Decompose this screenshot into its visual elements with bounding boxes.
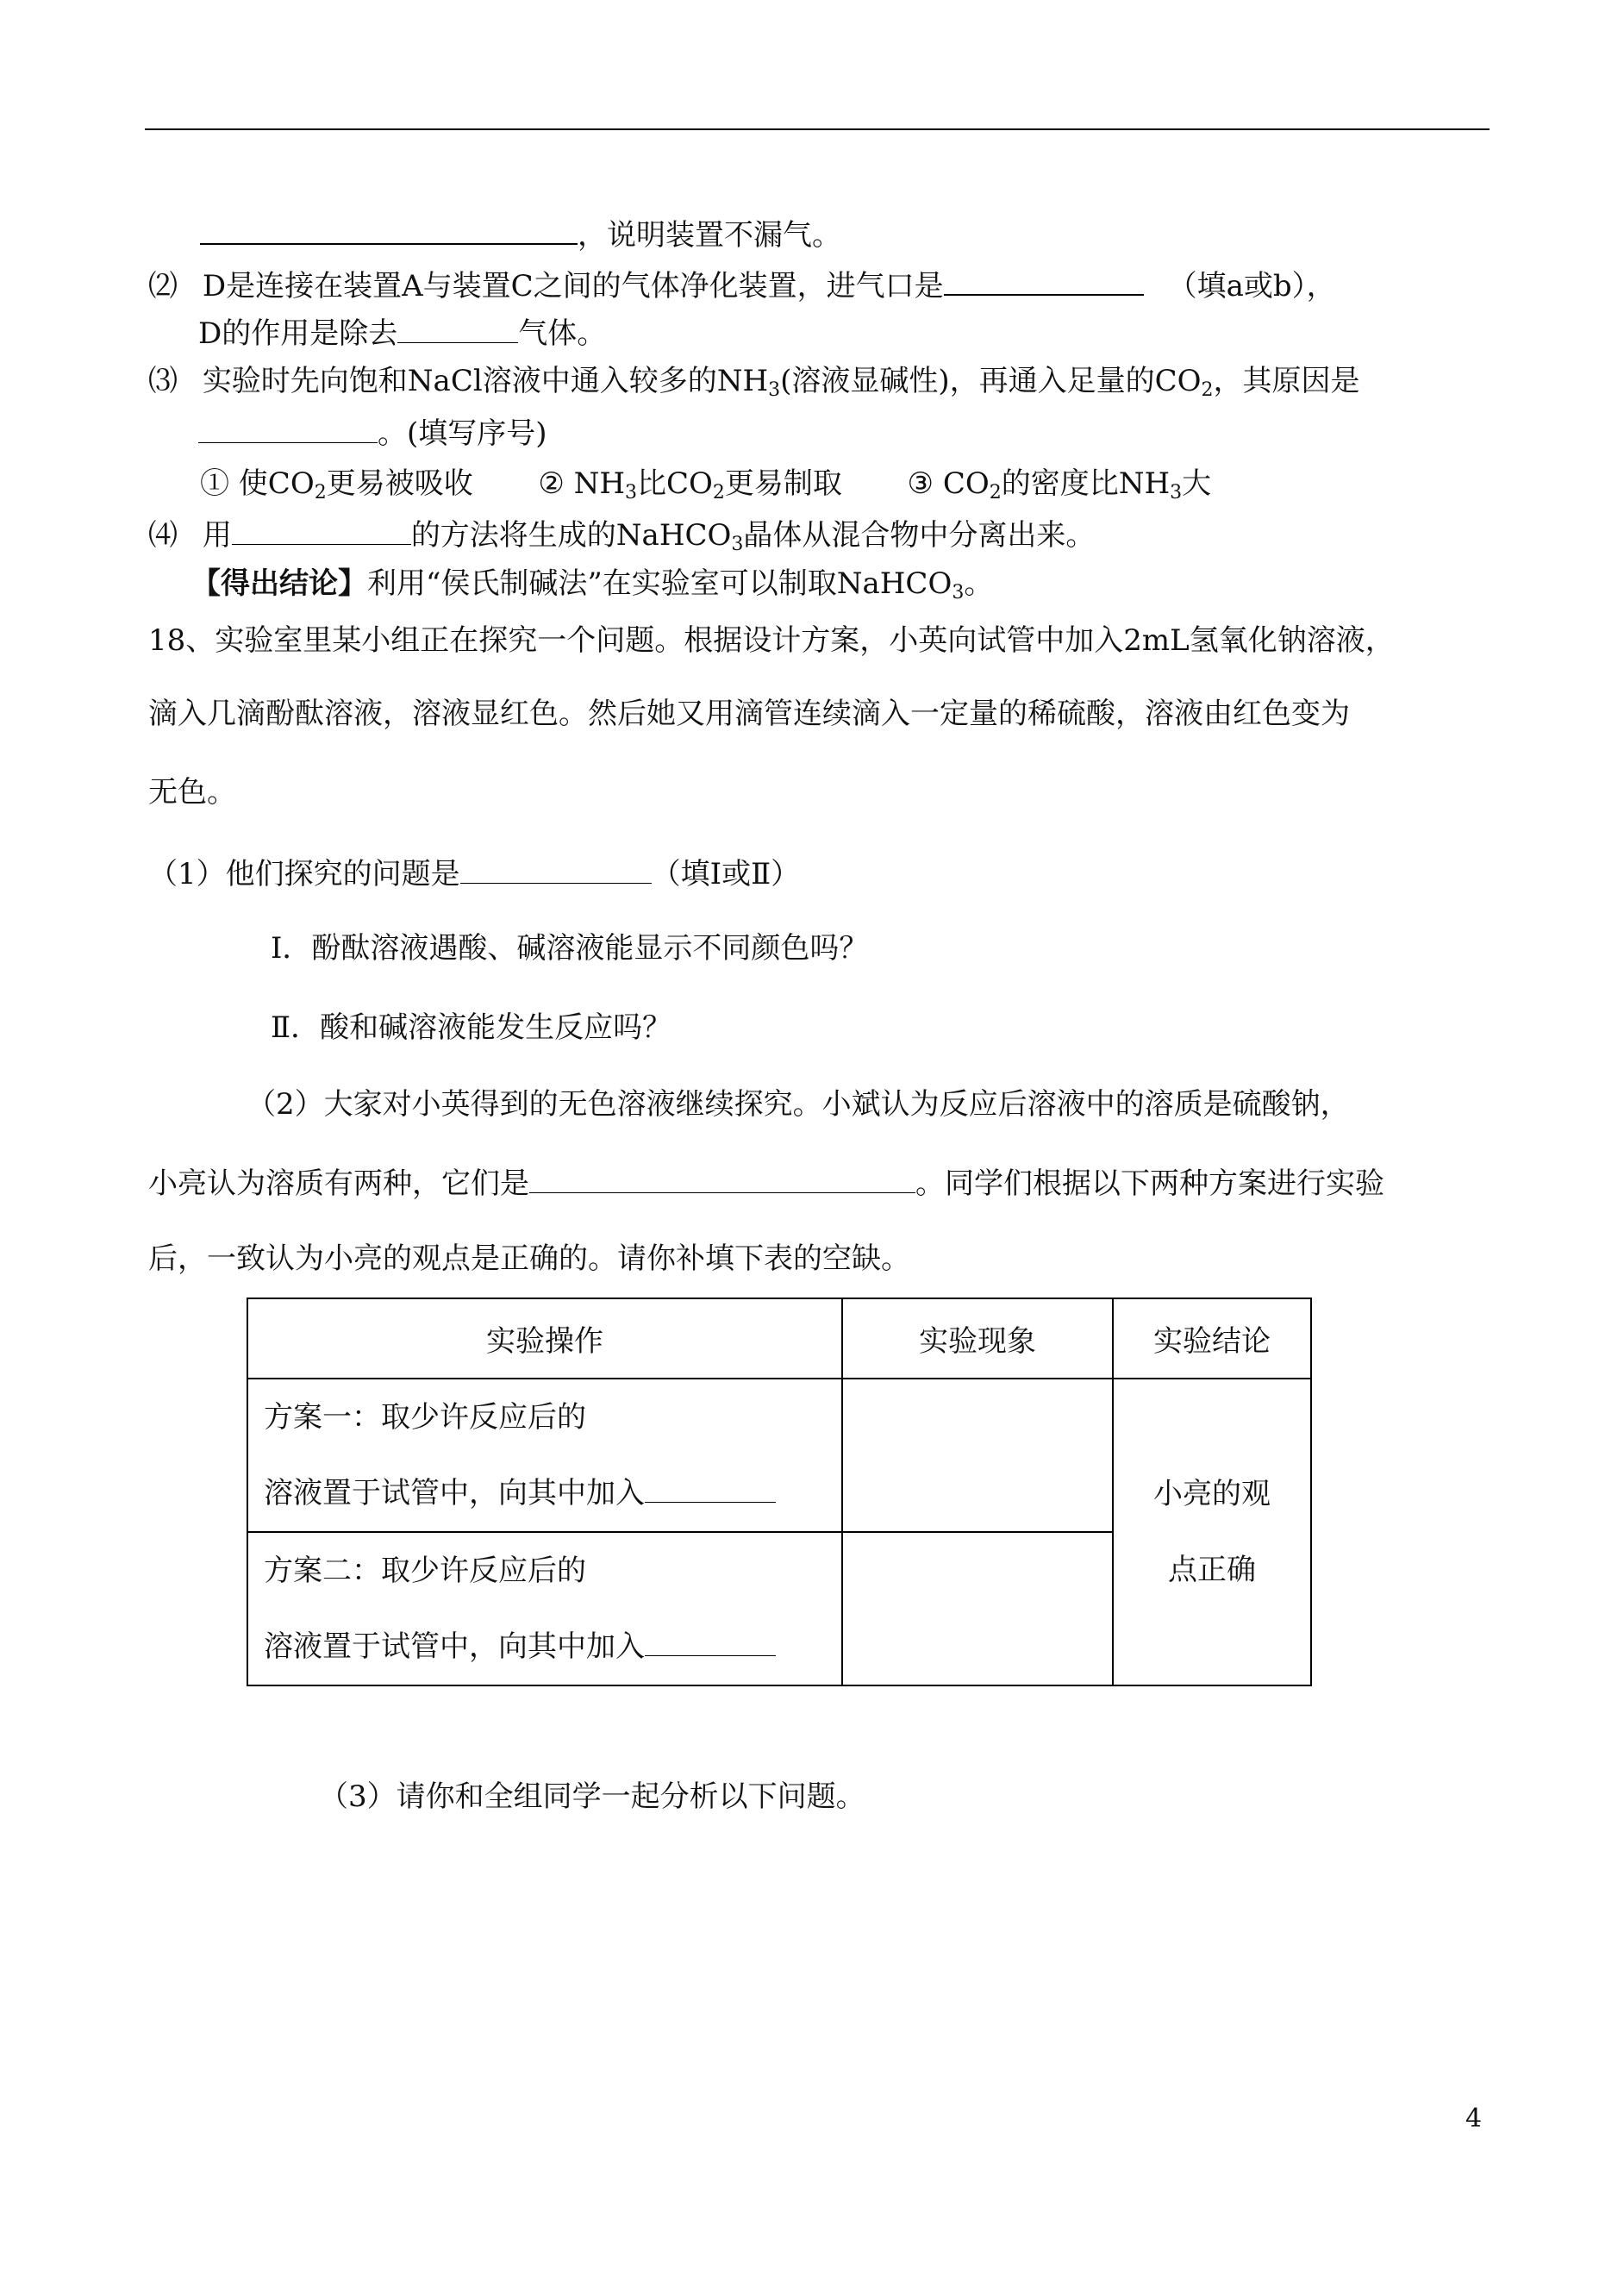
header-conclusion: 实验结论 xyxy=(1113,1298,1311,1379)
header-rule xyxy=(145,128,1490,130)
conclusion-cell: 小亮的观 点正确 xyxy=(1113,1379,1311,1685)
answer-blank[interactable] xyxy=(200,214,578,245)
plan-1-phenomenon-cell[interactable] xyxy=(842,1379,1113,1532)
option-3: ③ $CO_2$的密度比$NH_3$大 xyxy=(907,466,1212,503)
question-2-line-1: ⑵ D是连接在装置A与装置C之间的气体净化装置，进气口是 （填a或b）， xyxy=(148,265,1336,305)
question-2-line-2: D的作用是除去 气体。 xyxy=(198,313,606,353)
part-1-blank[interactable] xyxy=(460,854,652,884)
question-3-line-1: ⑶ 实验时先向饱和NaCl溶液中通入较多的$NH_3$(溶液显碱性)，再通入足量的$CO_2$，其原因是 xyxy=(148,364,1360,401)
table-header-row xyxy=(247,1298,1311,1379)
plan-1-reagent-blank[interactable] xyxy=(645,1473,776,1503)
question-4: ⑷ 用 的方法将生成的NaHCO$_3$晶体从混合物中分离出来。 xyxy=(148,515,1095,554)
inlet-blank[interactable] xyxy=(944,265,1144,296)
question-number: ⑷ xyxy=(148,518,178,553)
plan-1-cell: 方案一：取少许反应后的 溶液置于试管中，向其中加入 xyxy=(247,1379,842,1532)
question-3-options xyxy=(200,465,1211,503)
conclusion-label: 【得出结论】 xyxy=(191,566,367,601)
part-1-question: （1）他们探究的问题是 （填Ⅰ或Ⅱ） xyxy=(148,854,800,893)
question-18-line-1: 18、实验室里某小组正在探究一个问题。根据设计方案，小英向试管中加入2mL氢氧化钠溶液， xyxy=(148,623,1395,658)
option-ii: Ⅱ．酸和碱溶液能发生反应吗？ xyxy=(271,1010,672,1045)
solutes-blank[interactable] xyxy=(529,1163,915,1193)
header-phenomenon: 实验现象 xyxy=(842,1298,1113,1379)
plan-2-phenomenon-cell[interactable] xyxy=(842,1532,1113,1685)
question-18-line-3: 无色。 xyxy=(148,775,236,810)
question-18-line-2: 滴入几滴酚酞溶液，溶液显红色。然后她又用滴管连续滴入一定量的稀硫酸，溶液由红色变为 xyxy=(148,697,1350,731)
experiment-table xyxy=(247,1298,1312,1686)
line-airtight: ，说明装置不漏气。 xyxy=(200,214,841,254)
gas-blank[interactable] xyxy=(397,313,518,343)
page-number: 4 xyxy=(1465,2104,1483,2134)
header-operation: 实验操作 xyxy=(247,1298,842,1379)
table-row xyxy=(247,1379,1311,1532)
reason-blank[interactable] xyxy=(198,413,378,443)
question-number: ⑵ xyxy=(148,269,178,303)
plan-2-reagent-blank[interactable] xyxy=(645,1626,776,1656)
part-2-line-1: （2）大家对小英得到的无色溶液继续探究。小斌认为反应后溶液中的溶质是硫酸钠， xyxy=(247,1087,1350,1122)
question-3-line-2: 。(填写序号) xyxy=(198,413,547,453)
method-blank[interactable] xyxy=(232,515,411,545)
option-1: ① 使$CO_2$更易被吸收 xyxy=(200,466,473,503)
plan-2-cell: 方案二：取少许反应后的 溶液置于试管中，向其中加入 xyxy=(247,1532,842,1685)
part-2-line-3: 后，一致认为小亮的观点是正确的。请你补填下表的空缺。 xyxy=(148,1241,910,1276)
part-2-line-2: 小亮认为溶质有两种，它们是 。同学们根据以下两种方案进行实验 xyxy=(148,1163,1384,1203)
option-i: Ⅰ．酚酞溶液遇酸、碱溶液能显示不同颜色吗？ xyxy=(271,931,869,966)
question-number: ⑶ xyxy=(148,364,178,398)
conclusion-line: 【得出结论】利用“侯氏制碱法”在实验室可以制取NaHCO$_3$。 xyxy=(191,566,994,603)
part-3-line: （3）请你和全组同学一起分析以下问题。 xyxy=(319,1779,865,1814)
option-2: ② $NH_3$比$CO_2$更易制取 xyxy=(538,466,842,503)
